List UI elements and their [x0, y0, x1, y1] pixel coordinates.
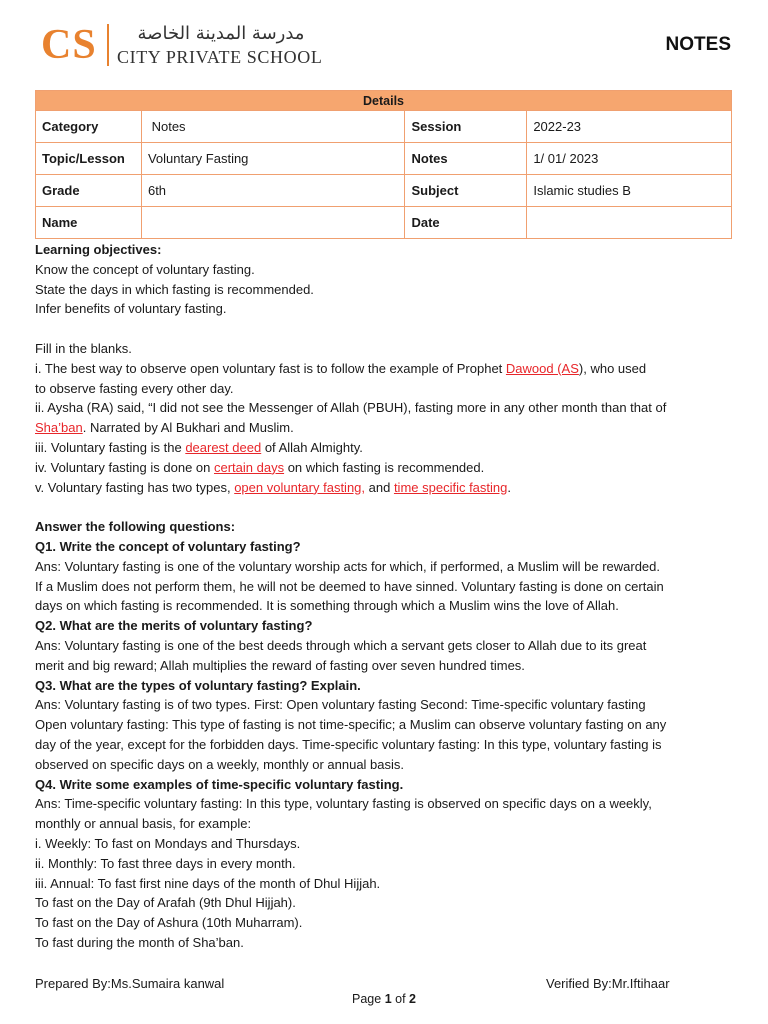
- details-title-row: [36, 91, 732, 111]
- answer-line: Ans: Time-specific voluntary fasting: In this type, voluntary fasting is observed on specific days on a weekly,: [35, 796, 652, 812]
- topic-label: Topic/Lesson: [36, 143, 142, 175]
- objectives-heading: Learning objectives:: [35, 242, 162, 257]
- session-value: 2022-23: [527, 111, 732, 143]
- page-number: Page 1 of 2: [352, 992, 416, 1006]
- blank-item-ii: ii. Aysha (RA) said, “I did not see the Messenger of Allah (PBUH), fasting more in any other month than that of: [35, 400, 667, 416]
- school-name: CITY PRIVATE SCHOOL: [117, 47, 323, 67]
- answer-line: Ans: Voluntary fasting is one of the best deeds through which a servant gets closer to Allah due to its great: [35, 637, 647, 653]
- blank-item-ii-continued: Sha’ban. Narrated by Al Bukhari and Muslim.: [35, 420, 294, 436]
- answer-line: Ans: Voluntary fasting is of two types. First: Open voluntary fasting Second: Time-specific voluntary fasting: [35, 697, 646, 713]
- blank-answer: Dawood (AS: [505, 360, 579, 376]
- spacer: [35, 497, 735, 517]
- verified-by: Verified By:Mr.Iftihaar: [546, 976, 670, 991]
- school-name-arabic: مدرسة المدينة الخاصة: [137, 23, 305, 44]
- details-row: [36, 175, 732, 207]
- subject-value: Islamic studies B: [527, 175, 732, 207]
- answer-line: iii. Annual: To fast first nine days of the month of Dhul Hijjah.: [35, 875, 381, 891]
- details-table: [35, 90, 732, 239]
- answer-line: merit and big reward; Allah multiplies the reward of fasting over seven hundred times.: [35, 657, 525, 673]
- blank-answer: Sha’ban: [35, 420, 83, 436]
- details-row: [36, 111, 732, 143]
- question-1: Q1. Write the concept of voluntary fasting?: [35, 538, 301, 554]
- blanks-heading: Fill in the blanks.: [35, 340, 132, 356]
- blank-item-v: v. Voluntary fasting has two types, open voluntary fasting, and time specific fasting.: [35, 479, 511, 495]
- blank-item-iii: iii. Voluntary fasting is the dearest deed of Allah Almighty.: [35, 439, 363, 455]
- name-field[interactable]: [141, 207, 405, 239]
- question-2: Q2. What are the merits of voluntary fasting?: [35, 618, 313, 634]
- answer-line: day of the year, except for the forbidden days. Time-specific voluntary fasting: In this type, voluntary fasting is: [35, 736, 662, 752]
- question-4: Q4. Write some examples of time-specific voluntary fasting.: [35, 776, 404, 792]
- questions-heading: Answer the following questions:: [35, 519, 236, 535]
- answer-line: To fast on the Day of Ashura (10th Muharram).: [35, 915, 303, 931]
- spacer: [35, 319, 735, 339]
- notes-content: [35, 240, 735, 953]
- blank-answer: dearest deed: [185, 439, 262, 455]
- category-value: Notes: [141, 111, 405, 143]
- answer-line: monthly or annual basis, for example:: [35, 816, 252, 832]
- topic-value: Voluntary Fasting: [141, 143, 405, 175]
- objective-item: Infer benefits of voluntary fasting.: [35, 301, 227, 317]
- logo-divider: [107, 24, 109, 66]
- session-label: Session: [405, 111, 527, 143]
- objective-item: State the days in which fasting is recommended.: [35, 281, 314, 297]
- answer-line: i. Weekly: To fast on Mondays and Thursdays.: [35, 835, 301, 851]
- category-label: Category: [36, 111, 142, 143]
- school-header: [35, 20, 735, 70]
- answer-line: To fast during the month of Sha’ban.: [35, 934, 244, 950]
- details-title: Details: [36, 91, 732, 111]
- answer-line: ii. Monthly: To fast three days in every month.: [35, 855, 296, 871]
- document-type-heading: NOTES: [665, 34, 731, 55]
- answer-line: days on which fasting is recommended. It is something through which a Muslim wins the love of Allah.: [35, 598, 619, 614]
- answer-line: Open voluntary fasting: This type of fasting is not time-specific; a Muslim can observe voluntary fasting on any: [35, 717, 667, 733]
- grade-value: 6th: [141, 175, 405, 207]
- blank-item-iv: iv. Voluntary fasting is done on certain days on which fasting is recommended.: [35, 459, 485, 475]
- question-3: Q3. What are the types of voluntary fasting? Explain.: [35, 677, 361, 693]
- school-logo-initials: CS: [41, 22, 97, 68]
- grade-label: Grade: [36, 175, 142, 207]
- details-row: [36, 207, 732, 239]
- answer-line: To fast on the Day of Arafah (9th Dhul Hijjah).: [35, 895, 296, 911]
- date-label: Date: [405, 207, 527, 239]
- subject-label: Subject: [405, 175, 527, 207]
- blank-answer: certain days: [213, 459, 285, 475]
- answer-line: If a Muslim does not perform them, he will not be deemed to have sinned. Voluntary fasting is done on certain: [35, 578, 664, 594]
- name-label: Name: [36, 207, 142, 239]
- blank-item-i: i. The best way to observe open voluntary fast is to follow the example of Prophet Dawood (AS), who used: [35, 360, 647, 376]
- blank-answer: time specific fasting: [393, 479, 508, 495]
- date-field[interactable]: [527, 207, 732, 239]
- details-row: [36, 143, 732, 175]
- notes-value: 1/ 01/ 2023: [527, 143, 732, 175]
- blank-item-i-continued: to observe fasting every other day.: [35, 380, 234, 396]
- prepared-by: Prepared By:Ms.Sumaira kanwal: [35, 976, 225, 991]
- objective-item: Know the concept of voluntary fasting.: [35, 261, 255, 277]
- answer-line: observed on specific days on a weekly, monthly or annual basis.: [35, 756, 405, 772]
- blank-answer: open voluntary fasting,: [234, 479, 366, 495]
- answer-line: Ans: Voluntary fasting is one of the voluntary worship acts for which, if performed, a Muslim will be rewarded.: [35, 558, 661, 574]
- notes-label: Notes: [405, 143, 527, 175]
